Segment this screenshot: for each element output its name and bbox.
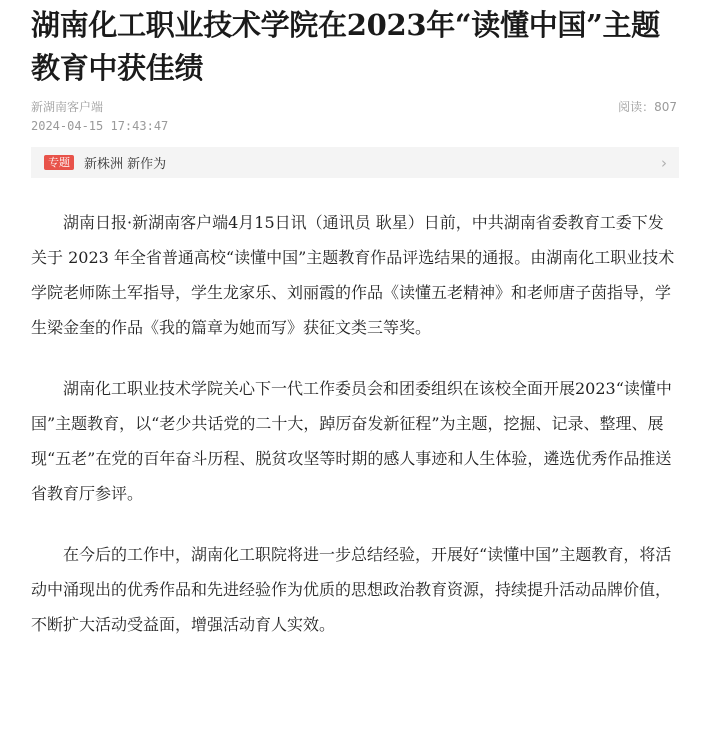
- paragraph: 湖南日报·新湖南客户端4月15日讯（通讯员 耿星）日前，中共湖南省委教育工委下发关于 2023 年全省普通高校“读懂中国”主题教育作品评选结果的通报。由湖南化工职业技术学院老师陈土军指导，学生龙家乐、刘丽霞的作品《读懂五老精神》和老师唐子茵指导，学生梁金奎的作品《我的篇章为她而写》获征文类三等奖。: [31, 213, 675, 337]
- topic-bar[interactable]: [31, 147, 679, 178]
- chevron-right-icon: ›: [661, 153, 667, 172]
- article-title: 湖南化工职业技术学院在2023年“读懂中国”主题教育中获佳绩: [31, 8, 660, 85]
- topic-name: 新株洲 新作为: [84, 157, 167, 172]
- article-body: [31, 205, 679, 642]
- paragraph: 湖南化工职业技术学院关心下一代工作委员会和团委组织在该校全面开展2023“读懂中国”主题教育，以“老少共话党的二十大，踔厉奋发新征程”为主题，挖掘、记录、整理、展现“五老”在党的百年奋斗历程、脱贫攻坚等时期的感人事迹和人生体验，遴选优秀作品推送省教育厅参评。: [31, 379, 672, 503]
- paragraph: 在今后的工作中，湖南化工职院将进一步总结经验，开展好“读懂中国”主题教育，将活动中涌现出的优秀作品和先进经验作为优质的思想政治教育资源，持续提升活动品牌价值，不断扩大活动受益面，增强活动育人实效。: [31, 545, 672, 634]
- article-datetime: 2024-04-15 17:43:47: [31, 119, 169, 133]
- article: [31, 0, 679, 668]
- topic-tag: 专题: [44, 155, 74, 170]
- article-source: 新湖南客户端: [31, 100, 104, 114]
- read-count: 阅读：807: [618, 100, 677, 114]
- article-meta: [31, 99, 679, 139]
